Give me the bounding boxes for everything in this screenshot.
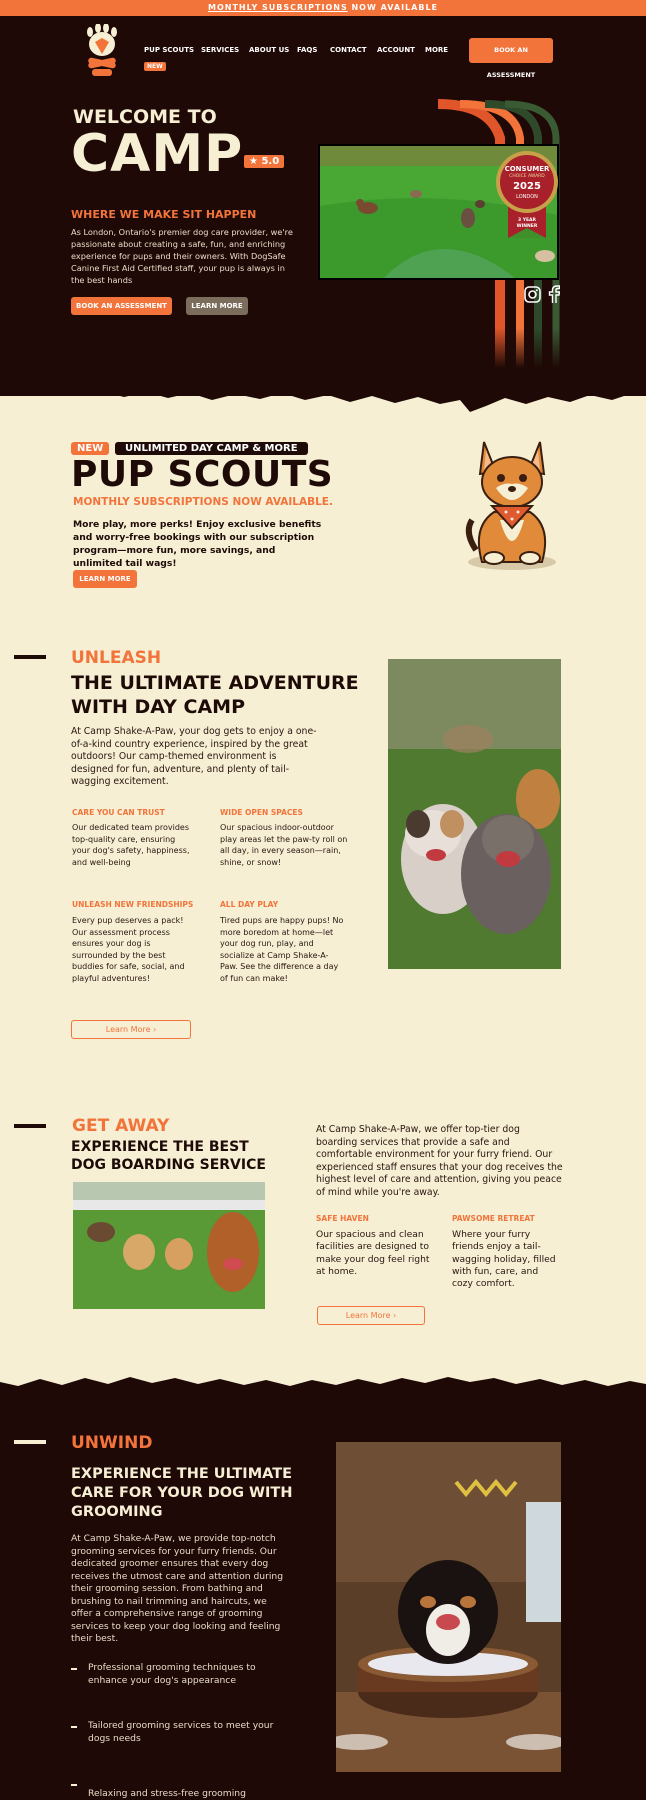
bullet-dash xyxy=(71,1668,77,1670)
scouts-new-badge: NEW xyxy=(71,442,109,455)
hero-camp-title: CAMP xyxy=(71,124,244,184)
daycamp-kicker: UNLEASH xyxy=(71,648,162,668)
section-dash xyxy=(14,655,46,659)
hero-tagline: WHERE WE MAKE SIT HAPPEN xyxy=(71,208,257,221)
boarding-retreat-body: Where your furry friends enjoy a tail-wagging holiday, filled with fun, care, and cozy comfort. xyxy=(452,1229,556,1290)
grooming-title-line1: EXPERIENCE THE ULTIMATE xyxy=(71,1466,293,1482)
boarding-safe-heading: SAFE HAVEN xyxy=(316,1214,369,1223)
bullet-dash xyxy=(71,1784,77,1786)
hero-welcome: WELCOME TO xyxy=(73,106,217,128)
boarding-learn-more-button[interactable]: Learn More › xyxy=(317,1306,425,1325)
announcement-bar[interactable] xyxy=(0,0,646,16)
bullet-dash xyxy=(71,1726,77,1728)
daycamp-title-line2: WITH DAY CAMP xyxy=(71,696,246,718)
feature-spaces-body: Our spacious indoor-outdoor play areas let the paw-ty roll on all day, in every season—rain, shine, or snow! xyxy=(220,823,348,867)
paw-logo-icon[interactable] xyxy=(84,24,120,80)
feature-care-body: Our dedicated team provides top-quality care, ensuring your dog's safety, happiness, and well-being xyxy=(72,823,190,867)
grooming-title-line2: CARE FOR YOUR DOG WITH xyxy=(71,1485,293,1501)
boarding-kicker: GET AWAY xyxy=(72,1116,170,1136)
feature-allday-heading: ALL DAY PLAY xyxy=(220,900,279,909)
nav-new-badge: NEW xyxy=(144,62,166,71)
hero-learn-more-button[interactable]: LEARN MORE xyxy=(186,297,248,315)
boarding-dogs-photo xyxy=(73,1182,265,1309)
feature-friendships-body: Every pup deserves a pack! Our assessment process ensures your dog is surrounded by the best buddies for safe, social, and playful adventures! xyxy=(72,916,185,983)
nav-about-us[interactable]: ABOUT US xyxy=(249,46,290,54)
section-dash xyxy=(14,1124,46,1128)
nav-account[interactable]: ACCOUNT xyxy=(377,46,415,54)
boarding-title-line1: EXPERIENCE THE BEST xyxy=(71,1139,249,1155)
grooming-bullet-2: Tailored grooming services to meet your dogs needs xyxy=(88,1720,274,1744)
boarding-body: At Camp Shake-A-Paw, we offer top-tier dog boarding services that provide a safe and comfortable environment for your furry friend. Our experienced staff ensures that your dog receives the highest level of care and attention, giving you peace of mind while you're away. xyxy=(316,1124,563,1198)
announcement-text: NOW AVAILABLE xyxy=(347,3,439,12)
nav-services[interactable]: SERVICES xyxy=(201,46,240,54)
nav-book-assessment-button[interactable]: BOOK AN ASSESSMENT xyxy=(469,38,553,63)
torn-edge-divider xyxy=(0,378,646,412)
dog-mascot-illustration xyxy=(462,432,562,572)
grooming-kicker: UNWIND xyxy=(71,1433,153,1453)
subscriptions-link[interactable]: MONTHLY SUBSCRIPTIONS xyxy=(207,3,348,12)
boarding-title-line2: DOG BOARDING SERVICE xyxy=(71,1157,266,1173)
scouts-body: More play, more perks! Enjoy exclusive benefits and worry-free bookings with our subscription program—more fun, more savings, and unlimited tail wags! xyxy=(73,519,322,569)
grooming-title-line3: GROOMING xyxy=(71,1504,163,1520)
chevron-right-icon: › xyxy=(150,1025,157,1034)
daycamp-body: At Camp Shake-A-Paw, your dog gets to enjoy a one-of-a-kind country experience, inspired by the great outdoors! Our camp-themed environment is designed for fun, adventure, and plenty of tail-wagging excitement. xyxy=(71,726,317,787)
grooming-bullet-1: Professional grooming techniques to enhance your dog's appearance xyxy=(88,1662,256,1686)
feature-friendships-heading: UNLEASH NEW FRIENDSHIPS xyxy=(72,900,194,909)
nav-contact[interactable]: CONTACT xyxy=(330,46,367,54)
daycamp-title-line1: THE ULTIMATE ADVENTURE xyxy=(71,672,359,694)
chevron-right-icon: › xyxy=(390,1311,397,1320)
scouts-pill: UNLIMITED DAY CAMP & MORE xyxy=(115,442,308,455)
hero-description: As London, Ontario's premier dog care provider, we're passionate about creating a safe, fun, and enriching experience for pups and their owners. With DogSafe Canine First Aid Certified staff, your pup is always in the best hands xyxy=(71,227,293,285)
facebook-icon[interactable] xyxy=(548,285,560,304)
scouts-title: PUP SCOUTS xyxy=(71,454,334,495)
hero-book-assessment-button[interactable]: BOOK AN ASSESSMENT xyxy=(71,297,172,315)
daycamp-learn-more-button[interactable]: Learn More › xyxy=(71,1020,191,1039)
nav-more[interactable]: MORE xyxy=(425,46,449,54)
grooming-bullet-3: Relaxing and stress-free grooming xyxy=(88,1788,246,1799)
feature-allday-body: Tired pups are happy pups! No more boredom at home—let your dog run, play, and socialize at Camp Shake-A-Paw. See the difference a day of fun can make! xyxy=(220,916,344,983)
torn-edge-divider xyxy=(0,1374,646,1398)
nav-faqs[interactable]: FAQS xyxy=(297,46,318,54)
scouts-subtitle: MONTHLY SUBSCRIPTIONS NOW AVAILABLE. xyxy=(73,496,333,508)
instagram-icon[interactable] xyxy=(524,286,541,303)
scouts-learn-more-button[interactable]: LEARN MORE xyxy=(73,570,137,588)
boarding-safe-body: Our spacious and clean facilities are designed to make your dog feel right at home. xyxy=(316,1229,430,1277)
feature-care-heading: CARE YOU CAN TRUST xyxy=(72,808,165,817)
section-dash xyxy=(14,1440,46,1444)
grooming-dog-photo xyxy=(336,1442,561,1772)
grooming-body: At Camp Shake-A-Paw, we provide top-notch grooming services for your furry friends. Our dedicated groomer ensures that every dog receives the utmost care and attention during their grooming session. From bathing and brushing to nail trimming and haircuts, we offer a comprehensive range of grooming services to keep your dog looking and feeling their best. xyxy=(71,1533,284,1644)
consumer-choice-award-badge: CONSUMER CHOICE AWARD 2025 LONDON 3 YEAR WINNER xyxy=(494,148,560,240)
nav-pup-scouts[interactable]: PUP SCOUTS xyxy=(144,46,195,54)
rating-badge: ★ 5.0 xyxy=(244,155,284,168)
feature-spaces-heading: WIDE OPEN SPACES xyxy=(220,808,303,817)
boarding-retreat-heading: PAWSOME RETREAT xyxy=(452,1214,535,1223)
daycamp-dogs-photo xyxy=(388,659,561,969)
